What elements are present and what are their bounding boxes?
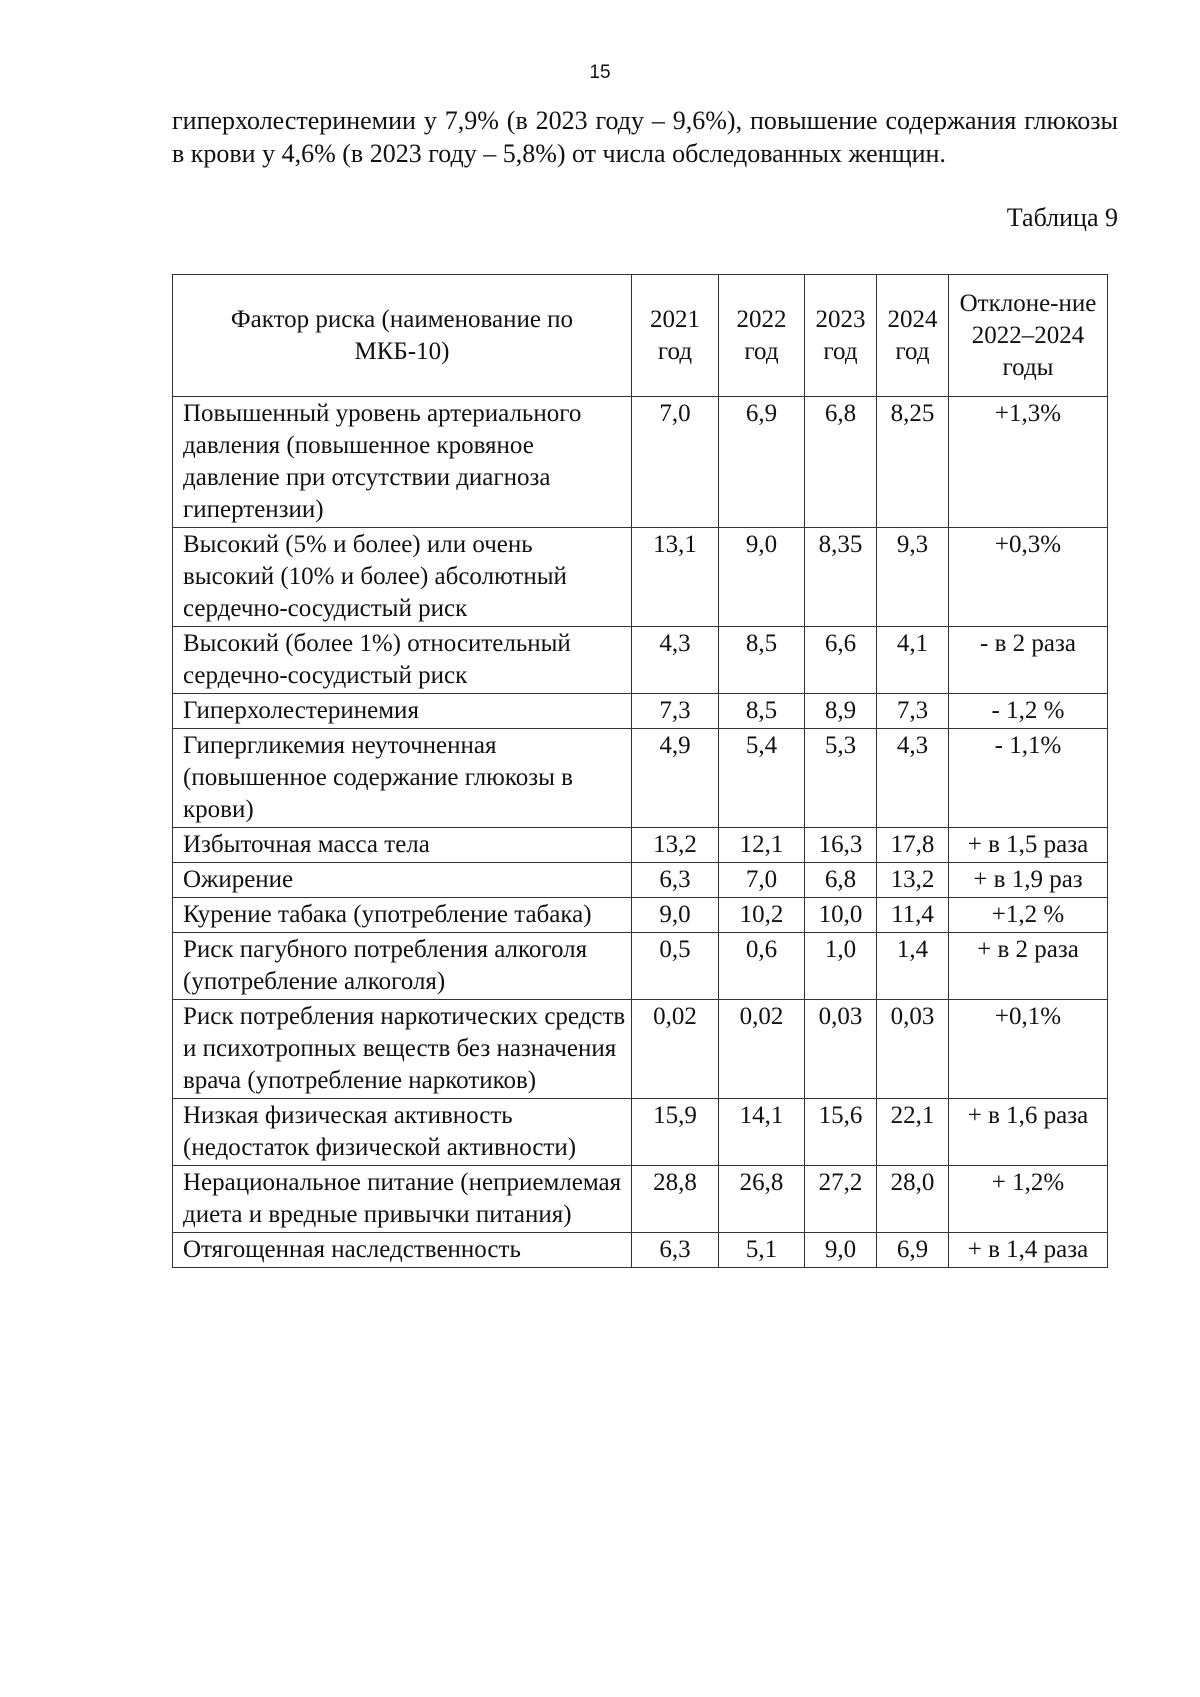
risk-factor-cell: Высокий (5% и более) или очень высокий (10% и более) абсолютный сердечно-сосудистый риск — [173, 528, 632, 627]
value-cell-2022: 14,1 — [719, 1099, 805, 1166]
risk-factors-table — [172, 274, 1108, 1268]
deviation-cell: + в 1,6 раза — [949, 1099, 1108, 1166]
table-row — [173, 1099, 1108, 1166]
value-cell-2022: 8,5 — [719, 694, 805, 729]
table-row — [173, 828, 1108, 863]
deviation-cell: +0,1% — [949, 1000, 1108, 1099]
value-cell-2022: 8,5 — [719, 627, 805, 694]
risk-factor-cell: Нерациональное питание (неприемлемая диета и вредные привычки питания) — [173, 1166, 632, 1233]
risk-factor-cell: Избыточная масса тела — [173, 828, 632, 863]
table-row — [173, 933, 1108, 1000]
intro-paragraph: гиперхолестеринемии у 7,9% (в 2023 году – 9,6%), повышение содержания глюкозы в крови у 4,6% (в 2023 году – 5,8%) от числа обследованных женщин. — [172, 106, 1118, 168]
value-cell-2021: 0,02 — [632, 1000, 719, 1099]
value-cell-2024: 11,4 — [877, 898, 949, 933]
deviation-cell: + в 1,9 раз — [949, 863, 1108, 898]
deviation-cell: +1,2 % — [949, 898, 1108, 933]
deviation-cell: - в 2 раза — [949, 627, 1108, 694]
value-cell-2024: 4,3 — [877, 729, 949, 828]
value-cell-2021: 7,3 — [632, 694, 719, 729]
value-cell-2023: 0,03 — [805, 1000, 877, 1099]
table-row — [173, 1233, 1108, 1268]
deviation-cell: + в 2 раза — [949, 933, 1108, 1000]
value-cell-2024: 0,03 — [877, 1000, 949, 1099]
value-cell-2022: 5,4 — [719, 729, 805, 828]
header-2022: 2022 год — [719, 275, 805, 397]
header-2024: 2024 год — [877, 275, 949, 397]
risk-factor-cell: Риск потребления наркотических средств и психотропных веществ без назначения врача (употребление наркотиков) — [173, 1000, 632, 1099]
risk-factor-cell: Гипергликемия неуточненная (повышенное содержание глюкозы в крови) — [173, 729, 632, 828]
value-cell-2023: 16,3 — [805, 828, 877, 863]
value-cell-2021: 4,9 — [632, 729, 719, 828]
header-deviation: Отклоне-ние 2022–2024 годы — [949, 275, 1108, 397]
table-row — [173, 627, 1108, 694]
value-cell-2024: 8,25 — [877, 397, 949, 528]
value-cell-2023: 8,35 — [805, 528, 877, 627]
value-cell-2021: 6,3 — [632, 863, 719, 898]
table-caption: Таблица 9 — [1006, 203, 1118, 232]
deviation-cell: + в 1,4 раза — [949, 1233, 1108, 1268]
value-cell-2022: 0,02 — [719, 1000, 805, 1099]
table-header-row — [173, 275, 1108, 397]
value-cell-2022: 7,0 — [719, 863, 805, 898]
value-cell-2022: 9,0 — [719, 528, 805, 627]
risk-factor-cell: Отягощенная наследственность — [173, 1233, 632, 1268]
table-body — [173, 397, 1108, 1268]
value-cell-2023: 5,3 — [805, 729, 877, 828]
risk-factor-cell: Повышенный уровень артериального давления (повышенное кровяное давление при отсутствии диагноза гипертензии) — [173, 397, 632, 528]
value-cell-2021: 15,9 — [632, 1099, 719, 1166]
value-cell-2021: 13,2 — [632, 828, 719, 863]
header-2023: 2023 год — [805, 275, 877, 397]
risk-factor-cell: Ожирение — [173, 863, 632, 898]
deviation-cell: +1,3% — [949, 397, 1108, 528]
value-cell-2024: 7,3 — [877, 694, 949, 729]
value-cell-2023: 6,8 — [805, 863, 877, 898]
table-row — [173, 694, 1108, 729]
table-row — [173, 898, 1108, 933]
deviation-cell: + в 1,5 раза — [949, 828, 1108, 863]
value-cell-2021: 9,0 — [632, 898, 719, 933]
value-cell-2022: 10,2 — [719, 898, 805, 933]
table-row — [173, 863, 1108, 898]
value-cell-2024: 1,4 — [877, 933, 949, 1000]
value-cell-2024: 4,1 — [877, 627, 949, 694]
value-cell-2022: 0,6 — [719, 933, 805, 1000]
value-cell-2023: 1,0 — [805, 933, 877, 1000]
value-cell-2024: 22,1 — [877, 1099, 949, 1166]
header-2021: 2021 год — [632, 275, 719, 397]
value-cell-2021: 6,3 — [632, 1233, 719, 1268]
value-cell-2022: 12,1 — [719, 828, 805, 863]
value-cell-2021: 28,8 — [632, 1166, 719, 1233]
table-row — [173, 1166, 1108, 1233]
table-row — [173, 1000, 1108, 1099]
value-cell-2023: 27,2 — [805, 1166, 877, 1233]
table-row — [173, 729, 1108, 828]
value-cell-2021: 13,1 — [632, 528, 719, 627]
deviation-cell: + 1,2% — [949, 1166, 1108, 1233]
value-cell-2024: 28,0 — [877, 1166, 949, 1233]
deviation-cell: +0,3% — [949, 528, 1108, 627]
table-row — [173, 528, 1108, 627]
value-cell-2024: 17,8 — [877, 828, 949, 863]
value-cell-2022: 6,9 — [719, 397, 805, 528]
value-cell-2021: 4,3 — [632, 627, 719, 694]
value-cell-2023: 6,6 — [805, 627, 877, 694]
risk-factor-cell: Высокий (более 1%) относительный сердечно-сосудистый риск — [173, 627, 632, 694]
value-cell-2024: 6,9 — [877, 1233, 949, 1268]
value-cell-2022: 5,1 — [719, 1233, 805, 1268]
value-cell-2024: 13,2 — [877, 863, 949, 898]
header-factor: Фактор риска (наименование по МКБ-10) — [173, 275, 632, 397]
value-cell-2023: 10,0 — [805, 898, 877, 933]
value-cell-2023: 9,0 — [805, 1233, 877, 1268]
value-cell-2021: 0,5 — [632, 933, 719, 1000]
table-row — [173, 397, 1108, 528]
value-cell-2023: 6,8 — [805, 397, 877, 528]
deviation-cell: - 1,1% — [949, 729, 1108, 828]
risk-factor-cell: Курение табака (употребление табака) — [173, 898, 632, 933]
deviation-cell: - 1,2 % — [949, 694, 1108, 729]
risk-factor-cell: Риск пагубного потребления алкоголя (употребление алкоголя) — [173, 933, 632, 1000]
value-cell-2021: 7,0 — [632, 397, 719, 528]
value-cell-2024: 9,3 — [877, 528, 949, 627]
risk-factor-cell: Гиперхолестеринемия — [173, 694, 632, 729]
value-cell-2023: 15,6 — [805, 1099, 877, 1166]
value-cell-2022: 26,8 — [719, 1166, 805, 1233]
value-cell-2023: 8,9 — [805, 694, 877, 729]
page-number: 15 — [589, 62, 611, 83]
risk-factor-cell: Низкая физическая активность (недостаток физической активности) — [173, 1099, 632, 1166]
